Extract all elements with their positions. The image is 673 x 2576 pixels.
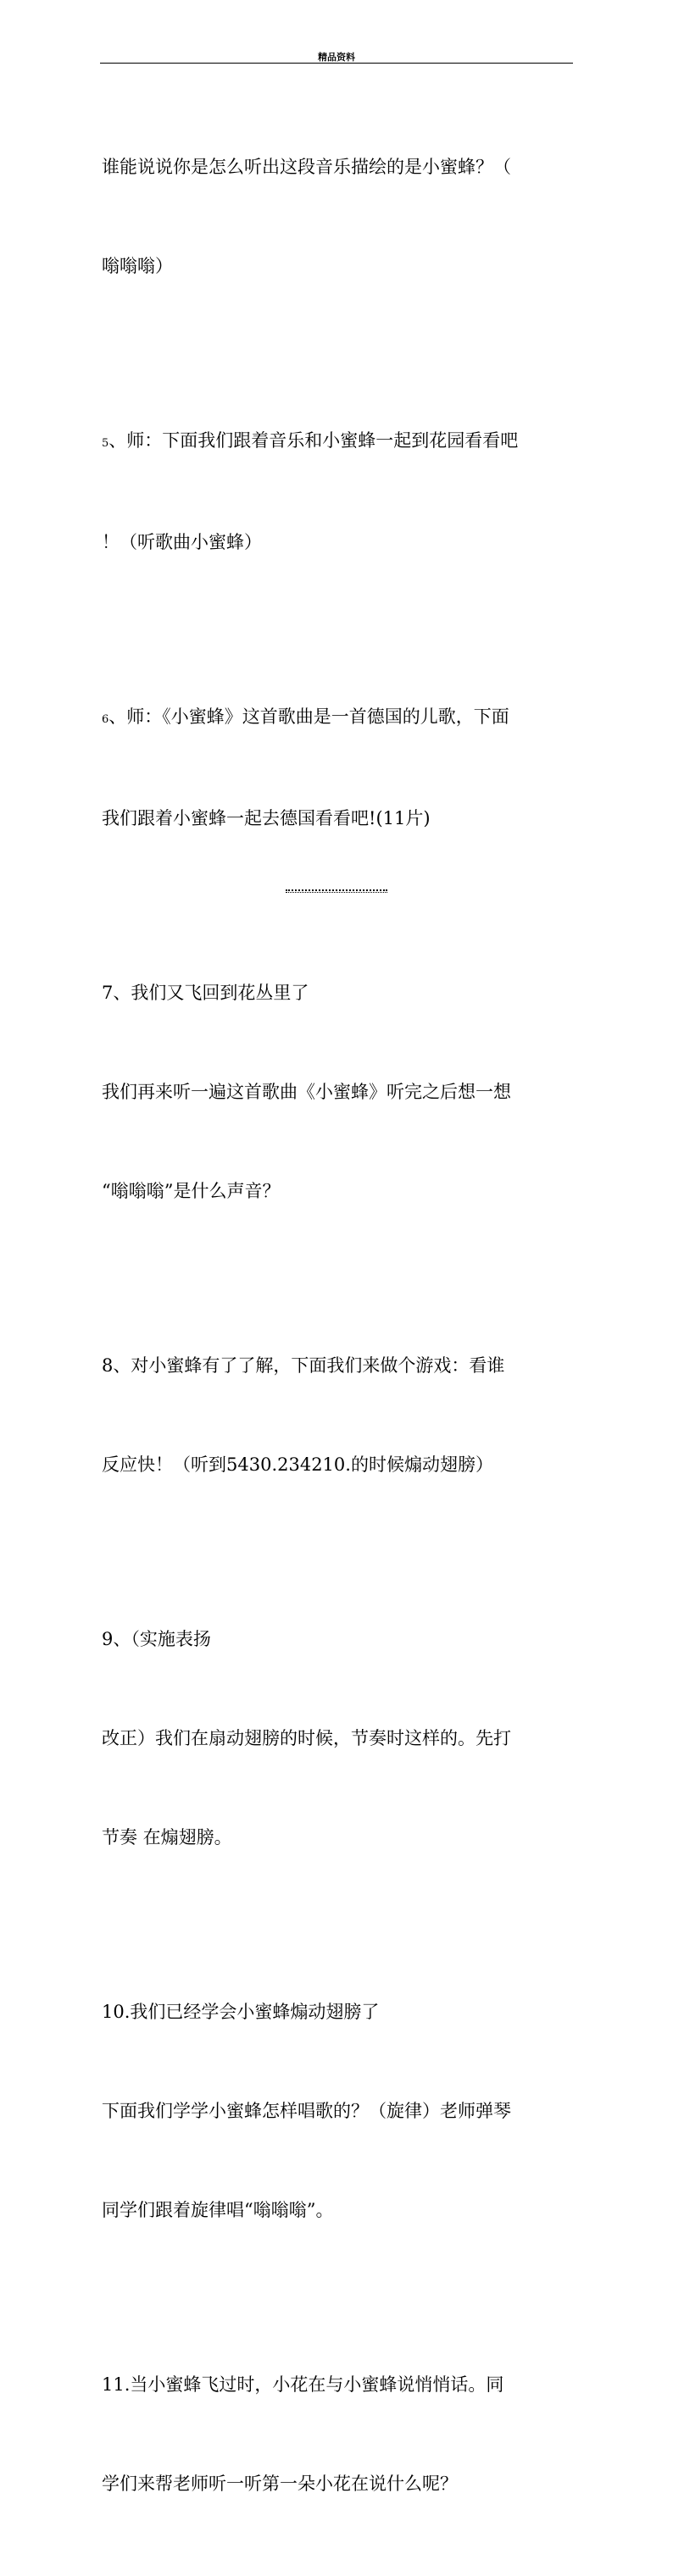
paragraph-step-9 xyxy=(102,1557,576,1920)
text-segment: 、师：下面我们跟着音乐和小蜜蜂一起到花园看看吧 xyxy=(108,430,519,451)
text-line: 嗡嗡嗡） xyxy=(102,256,173,276)
text-line: 同学们跟着旋律唱“嗡嗡嗡”。 xyxy=(102,2200,334,2220)
text-line xyxy=(102,424,576,460)
paragraph-step-8 xyxy=(102,1283,576,1548)
step-number: 6 xyxy=(102,713,109,726)
paragraph-step-7 xyxy=(102,911,576,1274)
text-line: ！（听歌曲小蜜蜂） xyxy=(102,532,262,552)
text-line: 节奏 在煽翅膀。 xyxy=(102,1827,232,1848)
step-number: 5 xyxy=(102,437,109,450)
text-segment: 、师：《小蜜蜂》这首歌曲是一首德国的儿歌，下面 xyxy=(108,706,509,727)
text-line: 9、（实施表扬 xyxy=(102,1629,211,1649)
footer-divider-secondary xyxy=(286,892,387,893)
paragraph-step-5 xyxy=(102,358,576,625)
paragraph-question xyxy=(102,85,576,349)
text-line: 11.当小蜜蜂飞过时，小花在与小蜜蜂说悄悄话。同 xyxy=(102,2374,504,2395)
document-body xyxy=(102,85,576,2576)
text-line: 10.我们已经学会小蜜蜂煽动翅膀了 xyxy=(102,2002,380,2022)
text-line: 谁能说说你是怎么听出这段音乐描绘的是小蜜蜂？（ xyxy=(102,157,511,177)
header-title: 精品资料 xyxy=(318,52,355,63)
paragraph-step-11 xyxy=(102,2302,576,2567)
paragraph-step-6 xyxy=(102,634,576,901)
text-line: 我们跟着小蜜蜂一起去德国看看吧!(11片) xyxy=(102,808,431,828)
paragraph-step-10 xyxy=(102,1930,576,2293)
text-line: 我们再来听一遍这首歌曲《小蜜蜂》听完之后想一想 xyxy=(102,1082,511,1102)
text-line: “嗡嗡嗡”是什么声音？ xyxy=(102,1181,281,1201)
text-line: 反应快！（听到5430.234210.的时候煽动翅膀） xyxy=(102,1454,493,1475)
footer-divider xyxy=(286,889,387,891)
text-line xyxy=(102,701,576,736)
text-line: 下面我们学学小蜜蜂怎样唱歌的？（旋律）老师弹琴 xyxy=(102,2101,511,2121)
text-line: 改正）我们在扇动翅膀的时候，节奏时这样的。先打 xyxy=(102,1728,511,1748)
text-line: 8、对小蜜蜂有了了解，下面我们来做个游戏：看谁 xyxy=(102,1355,505,1376)
text-line: 7、我们又飞回到花丛里了 xyxy=(102,983,309,1003)
text-line: 学们来帮老师听一听第一朵小花在说什么呢？ xyxy=(102,2474,458,2494)
page-header xyxy=(100,47,573,64)
